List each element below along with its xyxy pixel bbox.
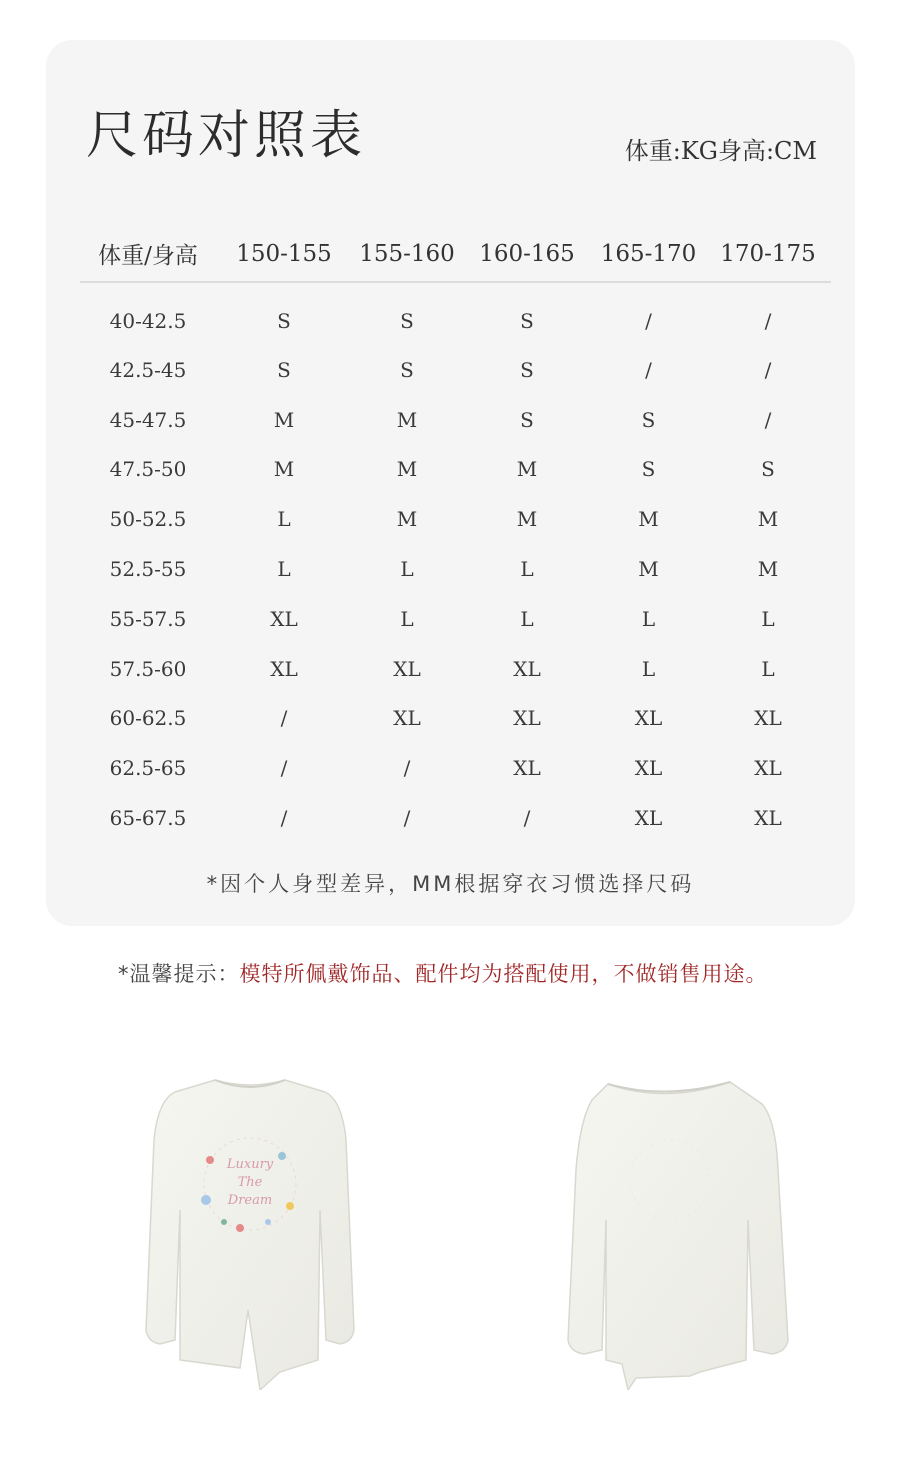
reminder-note [118,958,768,988]
table-row [80,345,831,395]
size-cell: / [403,756,411,781]
table-row [80,793,831,843]
size-cell: L [277,557,291,582]
size-cell: / [645,357,652,382]
page-title: 尺码对照表 [86,106,367,166]
weight-range-cell: 62.5-65 [109,756,187,781]
weight-range-cell: 45-47.5 [109,407,187,432]
size-cell: / [645,309,652,333]
size-cell: S [641,457,656,482]
size-cell: S [641,407,656,432]
table-row [80,494,831,544]
size-cell: XL [270,606,298,631]
size-cell: S [400,357,414,382]
size-cell: XL [513,706,541,731]
size-cell: / [764,309,772,333]
size-cell: / [523,806,531,831]
size-cell: XL [513,756,541,781]
tshirt-back-illustration [540,1060,800,1390]
size-cell: / [280,806,288,831]
size-cell: XL [634,756,663,781]
weight-range-cell: 50-52.5 [109,507,187,532]
table-header-cell: 165-170 [600,240,697,267]
graphic-text-line1: Luxury [226,1157,274,1172]
weight-range-cell: 40-42.5 [109,309,187,333]
size-cell: M [757,507,779,532]
size-cell: M [757,557,779,582]
size-cell: L [641,656,656,681]
size-cell: / [764,357,772,382]
size-table [80,226,831,843]
weight-range-cell: 65-67.5 [109,806,187,831]
reminder-text: 模特所佩戴饰品、配件均为搭配使用，不做销售用途。 [239,962,768,986]
size-cell: S [277,357,291,382]
size-advice-note: *因个人身型差异，MM根据穿衣习惯选择尺码 [206,872,695,896]
size-cell: XL [393,656,421,681]
table-row [80,282,831,345]
size-cell: / [764,407,772,432]
size-cell: M [396,407,418,432]
weight-range-cell: 55-57.5 [109,606,187,631]
size-cell: XL [754,706,782,731]
size-cell: L [761,656,775,681]
table-row [80,395,831,445]
table-header-cell: 体重/身高 [98,243,198,269]
size-cell: L [400,557,414,582]
size-cell: S [400,309,414,333]
table-row [80,694,831,744]
table-header-cell: 160-165 [479,240,575,267]
weight-range-cell: 52.5-55 [109,557,187,582]
size-cell: M [516,507,538,532]
size-cell: XL [270,656,298,681]
size-cell: / [280,706,288,731]
size-chart-card [46,40,855,926]
size-cell: M [396,457,418,482]
table-row [80,644,831,694]
size-cell: XL [634,706,663,731]
size-cell: L [761,606,775,631]
size-cell: M [396,507,418,532]
product-back-image [540,1060,800,1390]
size-cell: M [273,407,295,432]
graphic-text-line2: The [237,1175,263,1190]
size-cell: L [400,606,414,631]
table-header-cell: 155-160 [359,240,455,267]
size-cell: XL [513,656,541,681]
size-cell: XL [754,756,782,781]
table-header-cell: 150-155 [236,240,332,267]
reminder-label: *温馨提示： [118,962,240,986]
graphic-text-line3: Dream [227,1193,273,1208]
table-row [80,594,831,644]
size-cell: M [638,557,659,582]
table-header-cell: 170-175 [720,240,816,267]
weight-range-cell: 57.5-60 [109,656,187,681]
product-front-image [120,1060,380,1390]
table-row [80,743,831,793]
size-cell: S [520,357,534,382]
size-cell: / [403,806,411,831]
size-cell: S [520,407,534,432]
weight-range-cell: 42.5-45 [109,357,187,382]
size-cell: L [520,557,534,582]
size-cell: L [277,507,291,532]
size-cell: S [761,457,775,482]
size-cell: XL [393,706,421,731]
size-cell: XL [634,806,663,831]
size-cell: M [273,457,295,482]
size-cell: M [516,457,538,482]
size-cell: L [520,606,534,631]
weight-range-cell: 47.5-50 [109,457,187,482]
size-cell: M [638,507,659,532]
table-row [80,544,831,594]
size-cell: XL [754,806,782,831]
units-label: 体重:KG身高:CM [624,137,817,165]
size-cell: / [280,756,288,781]
tshirt-front-illustration [120,1060,380,1390]
size-cell: S [520,309,534,333]
size-cell: S [277,309,291,333]
table-row [80,445,831,495]
weight-range-cell: 60-62.5 [109,706,187,731]
size-cell: L [641,606,656,631]
table-header-row [80,226,831,282]
